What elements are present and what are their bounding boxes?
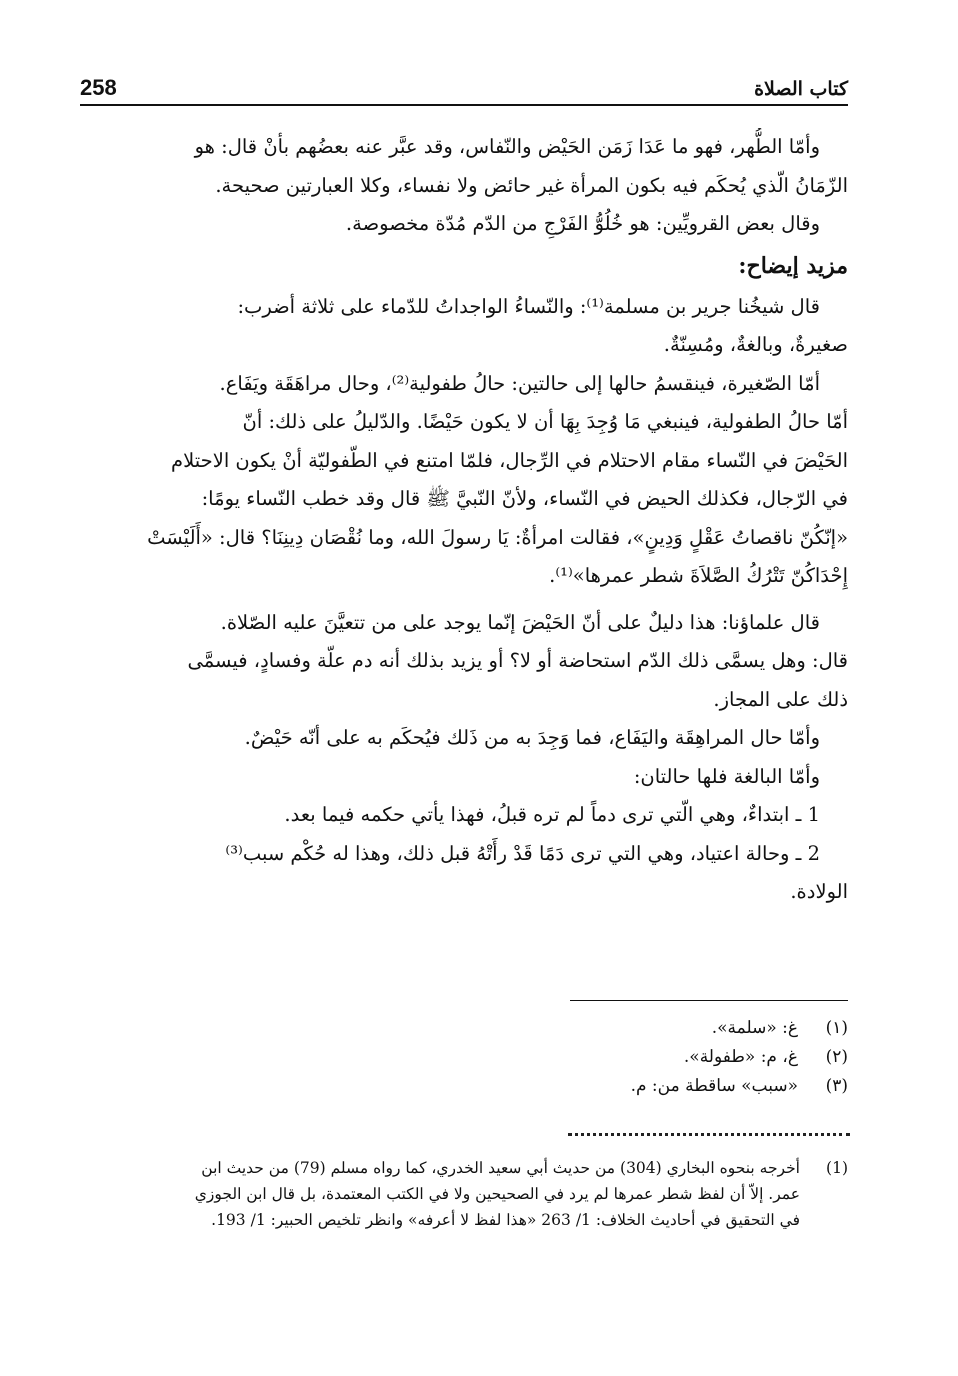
footnote-number: (٣) — [825, 1076, 848, 1096]
text-line: الحَيْضَ في النّساء مقام الاحتلام في الرِّجال، فلمّا امتنع في الطّفوليّة أنْ يكون الاحتلام — [171, 448, 848, 472]
text-line: الولادة. — [790, 880, 848, 903]
text-line: قال: وهل يسمَّى ذلك الدّم استحاضة أو لا؟ أو يزيد بذلك أنه دم علّة وفسادٍ، فيسمَّى — [187, 649, 848, 672]
footnote-number: (١) — [825, 1018, 848, 1038]
page-header — [80, 70, 848, 106]
text-line: 2 ـ وحالة اعتياد، وهي التي ترى دَمًا قَدْ رأَتْهُ قبل ذلك، وهذا له حُكْم سبب⁽³⁾ — [225, 841, 820, 865]
text-line: 1 ـ ابتداءٌ، وهي الّتي ترى دماً لم تره قبلُ، فهذا يأتي حكمه فيما بعد. — [284, 803, 820, 826]
text-line: «إنّكُنّ ناقصاتُ عَقْلٍ وَدِينٍ»، فقالت امرأةٌ: يَا رسولَ الله، وما نُقْصَان دِينِنَا؟ قال: «أَلَيْسَتْ — [147, 525, 848, 549]
footnote-text: غ، م: «طفولة». — [683, 1047, 798, 1067]
footnote-item — [300, 1072, 848, 1101]
running-title: كتاب الصلاة — [754, 78, 848, 100]
text-line: أمّا الصّغيرة، فينقسمُ حالها إلى حالتين: حالُ طفولية⁽²⁾، وحال مراهَقَة ويَفَاع. — [219, 371, 820, 395]
footnote-line: في التحقيق في أحاديث الخلاف: 1/ 263 «هذا لفظ لا أعرفه» وانظر تلخيص الحبير: 1/ 193. — [211, 1211, 800, 1229]
footnote-line: عمر. إلاّ أن لفظ شطر عمرها لم يرد في الصحيحين ولا في الكتب المعتمدة، بل قال ابن الجوزي — [194, 1185, 800, 1203]
text-line: في الرّجال، فكذلك الحيض في النّساء، ولأنّ النّبيَّ ﷺ قال وقد خطب النّساء يومًا: — [201, 487, 848, 510]
text-line: وقال بعض القرويِّين: هو خُلُوُّ الفَرْجِ من الدّم مُدّة مخصوصة. — [345, 212, 820, 235]
footnote-number: (1) — [826, 1159, 848, 1177]
footnote-item — [300, 1014, 848, 1043]
footnote-separator — [570, 1000, 848, 1001]
text-line: قال علماؤنا: هذا دليلٌ على أنّ الحَيْضَ إنّما يوجد على من تتعيَّنَ عليه الصّلاة. — [220, 610, 820, 634]
footnote-item — [78, 1155, 848, 1233]
section-heading: مزيد إيضاح: — [738, 252, 848, 279]
main-text — [78, 128, 848, 912]
text-line: صغيرةٌ، وبالغةٌ، ومُسِنّةٌ. — [663, 333, 848, 356]
editor-footnotes — [78, 1155, 848, 1233]
page-number: 258 — [80, 75, 117, 100]
manuscript-footnotes — [300, 1014, 848, 1101]
footnote-number: (٢) — [825, 1047, 848, 1067]
text-line: الزّمَانُ الّذي يُحكَم فيه بكون المرأة غير حائض ولا نفساء، وكلا العبارتين صحيحة. — [215, 173, 848, 197]
text-line: وأمّا البالغة فلها حالتان: — [633, 764, 820, 788]
text-line: وأمّا حال المراهِقَة واليَفَاع، فما وَجِدَ به من ذَلك فيُحكَم به على أنّه حَيْضٌ. — [244, 726, 820, 749]
text-line: قال شيخُنا جرير بن مسلمة⁽¹⁾: والنّساءُ الواجداتُ للدّماء على ثلاثة أضرب: — [237, 294, 820, 318]
dotted-separator — [568, 1133, 850, 1136]
text-line: ذلك على المجاز. — [713, 687, 848, 711]
text-line: وأمّا الطُّهر، فهو ما عَدَا زَمَن الحَيْض والنّفاس، وقد عبَّر عنه بعضُهم بأنْ قال: هو — [194, 135, 820, 158]
text-line: إِحْدَاكُنّ تَتْرُكُ الصَّلاَةَ شطر عمرها»⁽¹⁾. — [549, 564, 848, 587]
footnote-text: «سبب» ساقطة من: م. — [630, 1076, 798, 1096]
footnote-item — [300, 1043, 848, 1072]
footnote-line: أخرجه بنحوه البخاري (304) من حديث أبي سعيد الخدري، كما رواه مسلم (79) من حديث ابن — [201, 1159, 800, 1177]
text-line: أمّا حالُ الطفولية، فينبغي مَا وُجِدَ بِهَا أن لا يكون حَيْضًا. والدّليلُ على ذلك: أنّ — [242, 410, 848, 433]
footnote-text: غ: «سلمة». — [711, 1018, 798, 1038]
